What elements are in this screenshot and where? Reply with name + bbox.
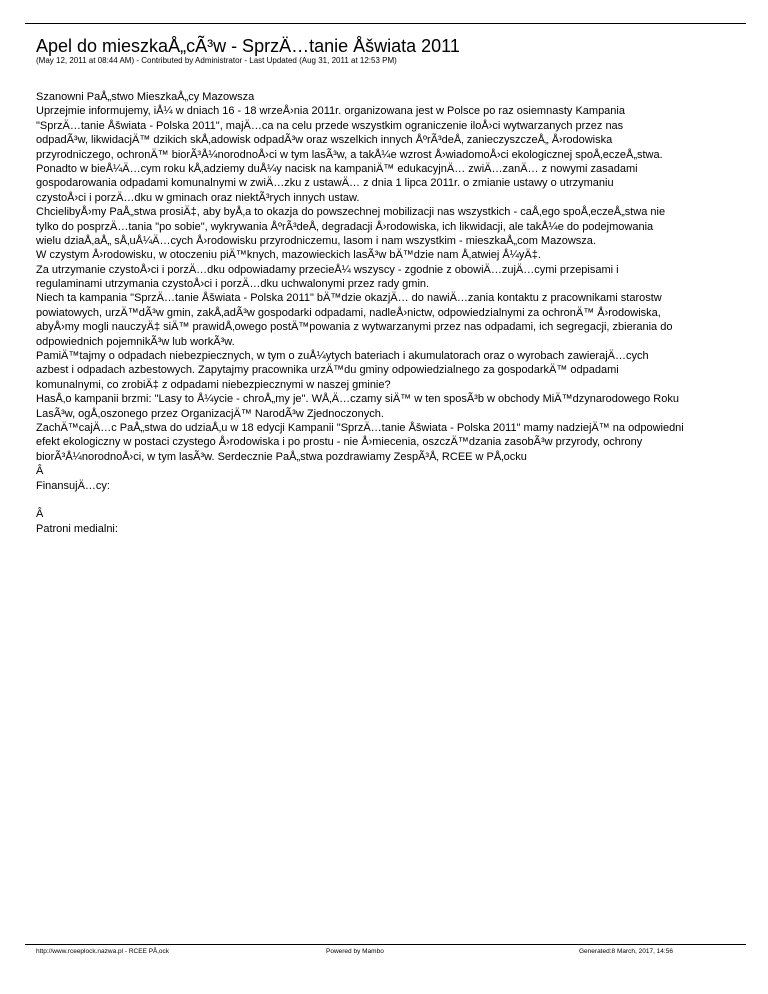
article-title: Apel do mieszkaÅ„cÃ³w - SprzÄ…tanie Åšwiata 2011 bbox=[36, 36, 460, 56]
body-line: Szanowni PaÅ„stwo MieszkaÅ„cy Mazowsza bbox=[36, 91, 255, 103]
financing-label: FinansujÄ…cy: bbox=[36, 479, 110, 492]
body-line: powiatowych, urzÄ™dÃ³w gmin, zakÅ‚adÃ³w gospodarki odpadami, nadleÅ›nictw, odpowiedzialnymi za ochronÄ™ Å›rodowiska, bbox=[36, 306, 661, 319]
body-line: Â bbox=[36, 465, 44, 478]
media-patrons-label: Patroni medialni: bbox=[36, 522, 118, 535]
body-line: PamiÄ™tajmy o odpadach niebezpiecznych, w tym o zuÅ¼ytych bateriach i akumulatorach oraz o wyrobach zawierajÄ…cych bbox=[36, 350, 649, 363]
body-line: biorÃ³Å¼norodnoÅ›ci, w tym lasÃ³w. Serdecznie PaÅ„stwa pozdrawiamy ZespÃ³Å‚ RCEE w PÅ‚ocku bbox=[36, 450, 527, 463]
body-line: tylko do posprzÄ…tania "po sobie", wykrywania ÅºrÃ³deÅ‚ degradacji Å›rodowiska, ich likwidacji, ale takÅ¼e do podejmowania bbox=[36, 220, 654, 233]
body-line: abyÅ›my mogli nauczyÄ‡ siÄ™ prawidÅ‚owego postÄ™powania z wytwarzanymi przez nas odpadami, ich segregacji, zbierania do bbox=[36, 321, 673, 334]
body-line: odpowiednich pojemnikÃ³w lub workÃ³w. bbox=[36, 335, 235, 348]
body-line: LasÃ³w, ogÅ‚oszonego przez OrganizacjÄ™ NarodÃ³w Zjednoczonych. bbox=[36, 407, 384, 420]
bottom-rule bbox=[25, 944, 746, 945]
body-line: Ponadto w bieÅ¼Ä…cym roku kÅ‚adziemy duÅ¼y nacisk na kampaniÄ™ edukacyjnÄ… zwiÄ…zanÄ… z nowymi zasadami bbox=[36, 162, 638, 175]
article-meta: (May 12, 2011 at 08:44 AM) - Contributed by Administrator - Last Updated (Aug 31, 2011 at 12:53 PM) bbox=[36, 56, 397, 65]
body-line: Uprzejmie informujemy, iÅ¼ w dniach 16 - 18 wrzeÅ›nia 2011r. organizowana jest w Polsce po raz osiemnasty Kampania bbox=[36, 105, 625, 118]
body-line: wielu dziaÅ‚aÅ„ sÅ‚uÅ¼Ä…cych Å›rodowisku przyrodniczemu, lasom i nam wszystkim - mieszkaÅ„com Mazowsza. bbox=[36, 234, 596, 247]
body-line: Za utrzymanie czystoÅ›ci i porzÄ…dku odpowiadamy przecieÅ¼ wszyscy - zgodnie z obowiÄ…zujÄ…cymi przepisami i bbox=[36, 263, 619, 276]
body-line: Niech ta kampania "SprzÄ…tanie Åšwiata - Polska 2011" bÄ™dzie okazjÄ… do nawiÄ…zania kontaktu z pracownikami starostw bbox=[36, 292, 662, 305]
body-line: Â bbox=[36, 508, 44, 521]
spacer bbox=[36, 493, 768, 507]
body-line: ZachÄ™cajÄ…c PaÅ„stwa do udziaÅ‚u w 18 edycji Kampanii "SprzÄ…tanie Åšwiata - Polska 2011" mamy nadziejÄ™ na odpowiedni bbox=[36, 421, 684, 434]
body-line: regulaminami utrzymania czystoÅ›ci i porzÄ…dku uchwalonymi przez rady gmin. bbox=[36, 278, 430, 291]
footer-powered-by: Powered by Mambo bbox=[326, 948, 384, 955]
body-line: czystoÅ›ci i porzÄ…dku w gminach oraz niektÃ³rych innych ustaw. bbox=[36, 191, 360, 204]
body-line: odpadÃ³w, likwidacjÄ™ dzikich skÅ‚adowisk odpadÃ³w oraz wszelkich innych ÅºrÃ³deÅ‚ zanieczyszczeÅ„ Å›rodowiska bbox=[36, 134, 613, 147]
body-line: "SprzÄ…tanie Åšwiata - Polska 2011", majÄ…ca na celu przede wszystkim ograniczenie iloÅ›ci wytwarzanych przez nas bbox=[36, 119, 624, 132]
body-line: efekt ekologiczny w postaci czystego Å›rodowiska i po prostu - nie Å›miecenia, oszczÄ™dzania zasobÃ³w przyrody, ochrony bbox=[36, 436, 643, 449]
article-body bbox=[36, 90, 768, 536]
body-line: HasÅ‚o kampanii brzmi: "Lasy to Å¼ycie - chroÅ„my je". WÅ‚Ä…czamy siÄ™ w ten sposÃ³b w obchody MiÄ™dzynarodowego Roku bbox=[36, 393, 679, 406]
footer-site-link[interactable]: http://www.rceeplock.nazwa.pl - RCEE PÅ‚ock bbox=[36, 948, 169, 955]
top-rule bbox=[25, 23, 746, 24]
body-line: azbest i odpadach azbestowych. Zapytajmy pracownika urzÄ™du gminy odpowiedzialnego za gospodarkÄ™ odpadami bbox=[36, 364, 619, 377]
body-line: przyrodniczego, ochronÄ™ biorÃ³Å¼norodnoÅ›ci w tym lasÃ³w, a takÅ¼e wzrost Å›wiadomoÅ›ci ekologicznej spoÅ‚eczeÅ„stwa. bbox=[36, 148, 663, 161]
body-line: komunalnymi, co zrobiÄ‡ z odpadami niebezpiecznymi w naszej gminie? bbox=[36, 378, 391, 391]
body-line: W czystym Å›rodowisku, w otoczeniu piÄ™knych, mazowieckich lasÃ³w bÄ™dzie nam Å‚atwiej Å¼yÄ‡. bbox=[36, 249, 541, 262]
body-line: ChcielibyÅ›my PaÅ„stwa prosiÄ‡, aby byÅ‚a to okazja do powszechnej mobilizacji nas wszystkich - caÅ‚ego spoÅ‚eczeÅ„stwa nie bbox=[36, 206, 666, 219]
body-line: gospodarowania odpadami komunalnymi w zwiÄ…zku z ustawÄ… z dnia 1 lipca 2011r. o zmianie ustawy o utrzymaniu bbox=[36, 177, 614, 190]
footer-generated-date: Generated:8 March, 2017, 14:56 bbox=[579, 948, 673, 955]
